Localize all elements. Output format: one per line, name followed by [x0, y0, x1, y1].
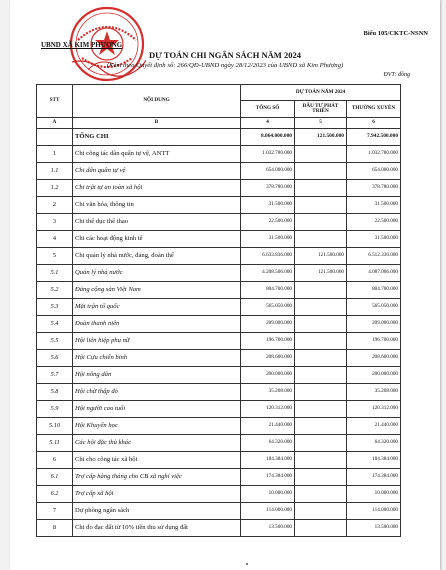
table-row — [37, 282, 401, 299]
row-recurrent: 4.087.006.000 — [347, 265, 401, 282]
index-a: A — [37, 118, 73, 129]
row-stt: 8 — [37, 520, 73, 537]
row-name: Hội Khuyến học — [73, 418, 241, 435]
row-stt: 1.1 — [37, 163, 73, 180]
row-name: Trợ cấp xã hội — [73, 486, 241, 503]
table-row — [37, 401, 401, 418]
table-row — [37, 197, 401, 214]
table-row — [37, 452, 401, 469]
row-recurrent: 6.512.336.000 — [347, 248, 401, 265]
row-name: Hội Cựu chiến binh — [73, 350, 241, 367]
row-stt: 2 — [37, 197, 73, 214]
table-row — [37, 129, 401, 146]
table-row — [37, 486, 401, 503]
row-total: 174.384.000 — [241, 469, 295, 486]
row-total: 13.500.000 — [241, 520, 295, 537]
row-recurrent: 1.032.780.000 — [347, 146, 401, 163]
row-name: Đoàn thanh niên — [73, 316, 241, 333]
row-recurrent: 200.000.000 — [347, 367, 401, 384]
row-recurrent: 114.000.000 — [347, 503, 401, 520]
table-row — [37, 146, 401, 163]
header-stt: STT — [37, 85, 73, 118]
row-development — [295, 503, 347, 520]
row-name: Quản lý nhà nước — [73, 265, 241, 282]
row-development — [295, 299, 347, 316]
row-development — [295, 197, 347, 214]
row-name: Chi trật tự an toàn xã hội — [73, 180, 241, 197]
row-name: Hội chữ thập đỏ — [73, 384, 241, 401]
row-total: 208.600.000 — [241, 350, 295, 367]
row-stt: 7 — [37, 503, 73, 520]
budget-rows — [37, 129, 401, 537]
row-name: Hội nông dân — [73, 367, 241, 384]
row-development — [295, 452, 347, 469]
index-6: 6 — [347, 118, 401, 129]
header-recurrent: THƯỜNG XUYÊN — [347, 101, 401, 118]
row-total: 10.000.000 — [241, 486, 295, 503]
row-development — [295, 350, 347, 367]
row-recurrent: 208.600.000 — [347, 350, 401, 367]
row-total: 6.633.836.000 — [241, 248, 295, 265]
row-recurrent: 196.700.000 — [347, 333, 401, 350]
row-name: Mặt trận tổ quốc — [73, 299, 241, 316]
row-stt: 5.2 — [37, 282, 73, 299]
row-stt: 5.6 — [37, 350, 73, 367]
row-stt: 5.4 — [37, 316, 73, 333]
row-development: 121.500.000 — [295, 248, 347, 265]
row-name: Chi đo đạc đất từ 10% tiền thu sử dụng đất — [73, 520, 241, 537]
row-development — [295, 282, 347, 299]
row-development — [295, 367, 347, 384]
row-total: 31.500.000 — [241, 231, 295, 248]
table-row — [37, 180, 401, 197]
header-total: TỔNG SỐ — [241, 101, 295, 118]
form-code: Biểu 105/CKTC-NSNN — [363, 30, 428, 37]
row-recurrent: 378.780.000 — [347, 180, 401, 197]
budget-table — [36, 84, 401, 537]
table-row — [37, 299, 401, 316]
row-development — [295, 401, 347, 418]
document-title: DỰ TOÁN CHI NGÂN SÁCH NĂM 2024 — [149, 50, 301, 60]
row-development — [295, 163, 347, 180]
row-recurrent: 31.500.000 — [347, 197, 401, 214]
row-total: 120.312.000 — [241, 401, 295, 418]
index-b: B — [73, 118, 241, 129]
table-row — [37, 384, 401, 401]
document-page — [10, 0, 440, 570]
table-row — [37, 316, 401, 333]
row-stt: 6.2 — [37, 486, 73, 503]
row-recurrent: 209.000.000 — [347, 316, 401, 333]
row-name: Chi cho công tác xã hội — [73, 452, 241, 469]
row-total: 184.384.000 — [241, 452, 295, 469]
row-stt: 5.9 — [37, 401, 73, 418]
table-row — [37, 265, 401, 282]
row-development: 121.500.000 — [295, 265, 347, 282]
row-name: Trợ cấp hàng tháng cho CB xã nghỉ việc — [73, 469, 241, 486]
row-total: 35.208.000 — [241, 384, 295, 401]
header-content: NỘI DUNG — [73, 85, 241, 118]
table-row — [37, 333, 401, 350]
table-row — [37, 367, 401, 384]
row-total: 654.000.000 — [241, 163, 295, 180]
row-name: Chi các hoạt động kinh tế — [73, 231, 241, 248]
row-stt: 1 — [37, 146, 73, 163]
row-total: 31.500.000 — [241, 197, 295, 214]
index-4: 4 — [241, 118, 295, 129]
header-estimate: DỰ TOÁN NĂM 2024 — [241, 85, 401, 101]
row-name: Hội người cao tuổi — [73, 401, 241, 418]
table-row — [37, 248, 401, 265]
row-recurrent: 654.000.000 — [347, 163, 401, 180]
row-total: 200.000.000 — [241, 367, 295, 384]
row-name: Chi công tác dân quân tự vệ, ANTT — [73, 146, 241, 163]
row-development — [295, 231, 347, 248]
row-development — [295, 486, 347, 503]
row-development — [295, 146, 347, 163]
row-recurrent: 120.312.000 — [347, 401, 401, 418]
table-row — [37, 163, 401, 180]
row-stt: 5 — [37, 248, 73, 265]
row-recurrent: 64.320.000 — [347, 435, 401, 452]
row-recurrent: 22.500.000 — [347, 214, 401, 231]
row-total: 378.780.000 — [241, 180, 295, 197]
row-total: 22.500.000 — [241, 214, 295, 231]
row-name: Chi văn hóa, thông tin — [73, 197, 241, 214]
row-name: Chi thể dục thể thao — [73, 214, 241, 231]
row-stt: 5.10 — [37, 418, 73, 435]
table-row — [37, 503, 401, 520]
row-stt: 5.5 — [37, 333, 73, 350]
table-row — [37, 214, 401, 231]
document-subtitle: (Kèm theo Quyết định số: 266/QĐ-UBND ngày 28/12/2023 của UBND xã Kim Phượng) — [106, 62, 344, 69]
row-recurrent: 13.500.000 — [347, 520, 401, 537]
row-total: 8.064.000.000 — [241, 129, 295, 146]
row-recurrent: 184.384.000 — [347, 452, 401, 469]
row-total: 21.440.000 — [241, 418, 295, 435]
row-recurrent: 35.208.000 — [347, 384, 401, 401]
row-total: 4.208.506.000 — [241, 265, 295, 282]
row-recurrent: 31.500.000 — [347, 231, 401, 248]
row-development — [295, 214, 347, 231]
row-development — [295, 316, 347, 333]
issuing-agency: UBND XÃ KIM PHƯỢNG — [41, 41, 123, 49]
row-development — [295, 384, 347, 401]
table-row — [37, 418, 401, 435]
table-row — [37, 350, 401, 367]
row-total: 804.700.000 — [241, 282, 295, 299]
row-name: Hội liên hiệp phụ nữ — [73, 333, 241, 350]
row-development: 121.500.000 — [295, 129, 347, 146]
row-stt: 6 — [37, 452, 73, 469]
row-name: Chi quản lý nhà nước, đảng, đoàn thể — [73, 248, 241, 265]
row-recurrent: 21.440.000 — [347, 418, 401, 435]
table-row — [37, 435, 401, 452]
row-name: TỔNG CHI — [73, 129, 241, 146]
row-stt — [37, 129, 73, 146]
row-total: 114.000.000 — [241, 503, 295, 520]
row-stt: 5.8 — [37, 384, 73, 401]
table-row — [37, 469, 401, 486]
row-stt: 4 — [37, 231, 73, 248]
row-recurrent: 565.050.000 — [347, 299, 401, 316]
row-total: 209.000.000 — [241, 316, 295, 333]
row-stt: 5.11 — [37, 435, 73, 452]
index-5: 5 — [295, 118, 347, 129]
row-stt: 6.1 — [37, 469, 73, 486]
row-development — [295, 520, 347, 537]
row-total: 565.050.000 — [241, 299, 295, 316]
row-development — [295, 418, 347, 435]
row-total: 1.032.780.000 — [241, 146, 295, 163]
row-name: Dự phòng ngân sách — [73, 503, 241, 520]
currency-unit: ĐVT: đồng — [383, 72, 410, 78]
row-total: 196.700.000 — [241, 333, 295, 350]
page-dot — [246, 563, 248, 565]
row-stt: 3 — [37, 214, 73, 231]
row-recurrent: 10.000.000 — [347, 486, 401, 503]
row-stt: 5.3 — [37, 299, 73, 316]
row-total: 64.320.000 — [241, 435, 295, 452]
row-development — [295, 180, 347, 197]
row-name: Chi dân quân tự vệ — [73, 163, 241, 180]
row-stt: 1.2 — [37, 180, 73, 197]
table-row — [37, 231, 401, 248]
header-development: ĐẦU TƯ PHÁT TRIỂN — [295, 101, 347, 118]
row-development — [295, 435, 347, 452]
row-development — [295, 469, 347, 486]
row-recurrent: 174.384.000 — [347, 469, 401, 486]
row-name: Đảng cộng sản Việt Nam — [73, 282, 241, 299]
table-row — [37, 520, 401, 537]
row-stt: 5.7 — [37, 367, 73, 384]
row-recurrent: 7.942.500.000 — [347, 129, 401, 146]
row-recurrent: 804.700.000 — [347, 282, 401, 299]
row-development — [295, 333, 347, 350]
row-name: Các hội đặc thù khác — [73, 435, 241, 452]
row-stt: 5.1 — [37, 265, 73, 282]
